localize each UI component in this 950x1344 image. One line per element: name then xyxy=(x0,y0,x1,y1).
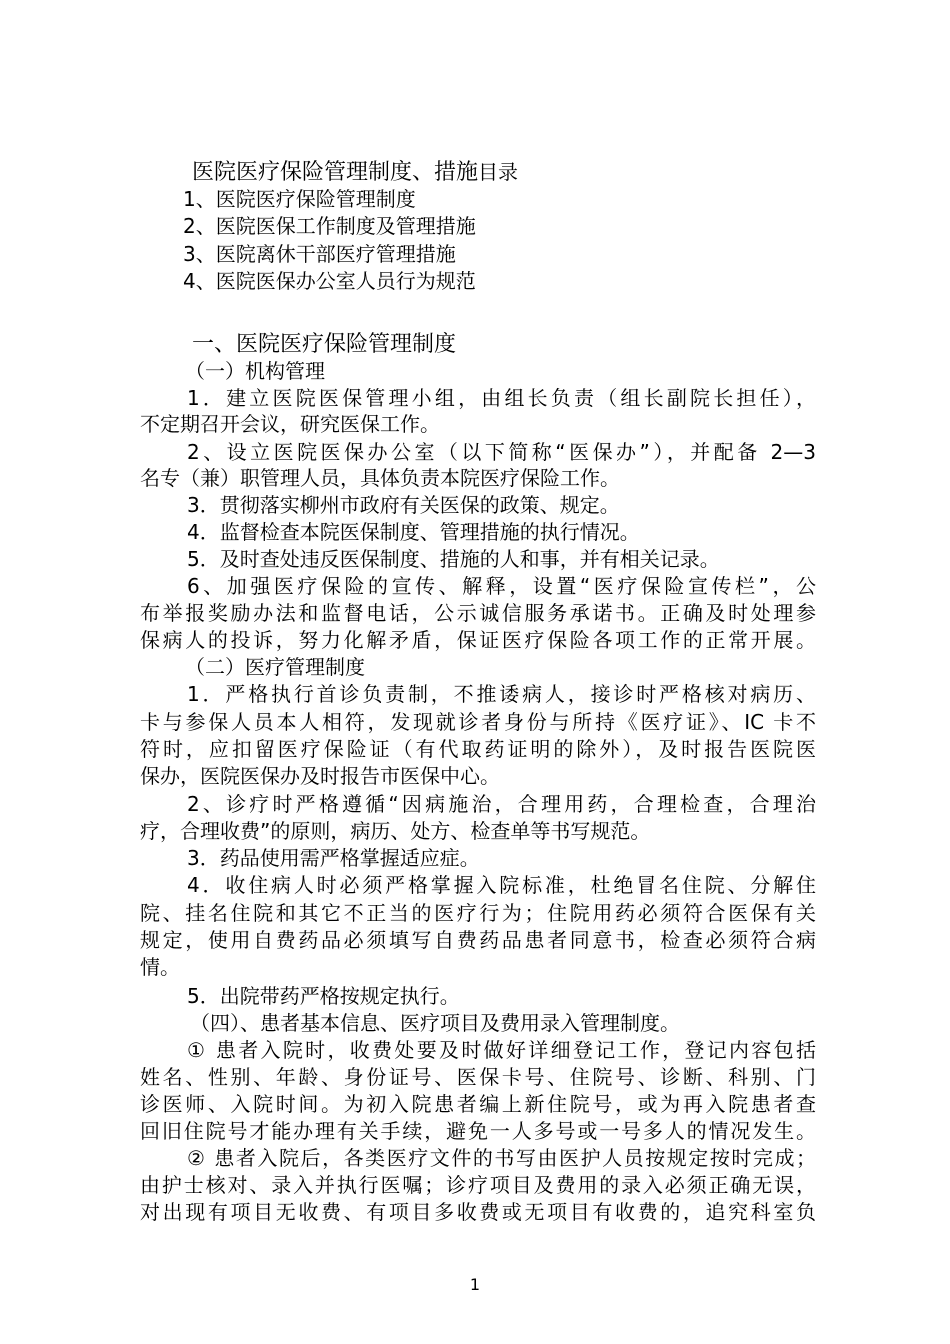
toc-title-suffix: 目录 xyxy=(478,160,519,184)
paragraph-line: 院、挂名住院和其它不正当的医疗行为；住院用药必须符合医保有关 xyxy=(140,901,816,925)
toc-item-4: 4、医院医保办公室人员行为规范 xyxy=(183,269,476,293)
paragraph-line: 对出现有项目无收费、有项目多收费或无项目有收费的，追究科室负 xyxy=(140,1200,816,1224)
toc-item-3: 3、医院离休干部医疗管理措施 xyxy=(183,242,456,266)
paragraph-line: 不定期召开会议，研究医保工作。 xyxy=(140,412,440,436)
paragraph-line: 2、诊疗时严格遵循“因病施治，合理用药，合理检查，合理治 xyxy=(187,792,816,816)
section-title: 一、医院医疗保险管理制度 xyxy=(192,332,457,357)
toc-item-2: 2、医院医保工作制度及管理措施 xyxy=(183,214,476,238)
page-number: 1 xyxy=(469,1275,481,1294)
paragraph-line: ② 患者入院后，各类医疗文件的书写由医护人员按规定按时完成； xyxy=(187,1146,816,1170)
paragraph-line: 由护士核对、录入并执行医嘱；诊疗项目及费用的录入必须正确无误， xyxy=(140,1173,816,1197)
paragraph-line: 布举报奖励办法和监督电话，公示诚信服务承诺书。正确及时处理参 xyxy=(140,601,816,625)
paragraph-line: 符时，应扣留医疗保险证（有代取药证明的除外），及时报告医院医 xyxy=(140,737,816,761)
paragraph-line: 卡与参保人员本人相符，发现就诊者身份与所持《医疗证》、IC 卡不 xyxy=(140,710,816,734)
paragraph-line: ① 患者入院时，收费处要及时做好详细登记工作，登记内容包括 xyxy=(187,1038,816,1062)
paragraph-line: 保办，医院医保办及时报告市医保中心。 xyxy=(140,764,500,788)
paragraph-line: 5．及时查处违反医保制度、措施的人和事，并有相关记录。 xyxy=(187,547,720,571)
paragraph-line: 情。 xyxy=(140,955,180,979)
paragraph-line: 1．严格执行首诊负责制，不推诿病人，接诊时严格核对病历、 xyxy=(187,682,816,706)
paragraph-line: 2、设立医院医保办公室（以下简称“医保办”），并配备 2—3 xyxy=(187,440,816,464)
subsection-title: （一）机构管理 xyxy=(185,359,325,383)
paragraph-line: 5．出院带药严格按规定执行。 xyxy=(187,984,460,1008)
paragraph-line: 疗，合理收费”的原则，病历、处方、检查单等书写规范。 xyxy=(140,819,651,843)
subsection-title: （二）医疗管理制度 xyxy=(185,655,365,679)
paragraph-line: 规定，使用自费药品必须填写自费药品患者同意书，检查必须符合病 xyxy=(140,928,816,952)
paragraph-line: 姓名、性别、年龄、身份证号、医保卡号、住院号、诊断、科别、门 xyxy=(140,1065,816,1089)
paragraph-line: 3．贯彻落实柳州市政府有关医保的政策、规定。 xyxy=(187,493,620,517)
paragraph-line: 保病人的投诉，努力化解矛盾，保证医疗保险各项工作的正常开展。 xyxy=(140,628,816,652)
paragraph-line: 名专（兼）职管理人员，具体负责本院医疗保险工作。 xyxy=(140,466,620,490)
paragraph-line: 1．建立医院医保管理小组，由组长负责（组长副院长担任）， xyxy=(187,386,816,410)
paragraph-line: 4．收住病人时必须严格掌握入院标准，杜绝冒名住院、分解住 xyxy=(187,873,816,897)
paragraph-line: 6、加强医疗保险的宣传、解释，设置“医疗保险宣传栏”，公 xyxy=(187,574,816,598)
toc-item-1: 1、医院医疗保险管理制度 xyxy=(183,187,416,211)
toc-title-main: 医院医疗保险管理制度、措施 xyxy=(192,160,479,185)
paragraph-line: 回旧住院号才能办理有关手续，避免一人多号或一号多人的情况发生。 xyxy=(140,1119,816,1143)
subsection-title: （四）、患者基本信息、医疗项目及费用录入管理制度。 xyxy=(190,1011,680,1035)
paragraph-line: 3．药品使用需严格掌握适应症。 xyxy=(187,846,480,870)
paragraph-line: 4．监督检查本院医保制度、管理措施的执行情况。 xyxy=(187,520,640,544)
paragraph-line: 诊医师、入院时间。为初入院患者编上新住院号，或为再入院患者查 xyxy=(140,1092,816,1116)
toc-title xyxy=(192,158,518,187)
